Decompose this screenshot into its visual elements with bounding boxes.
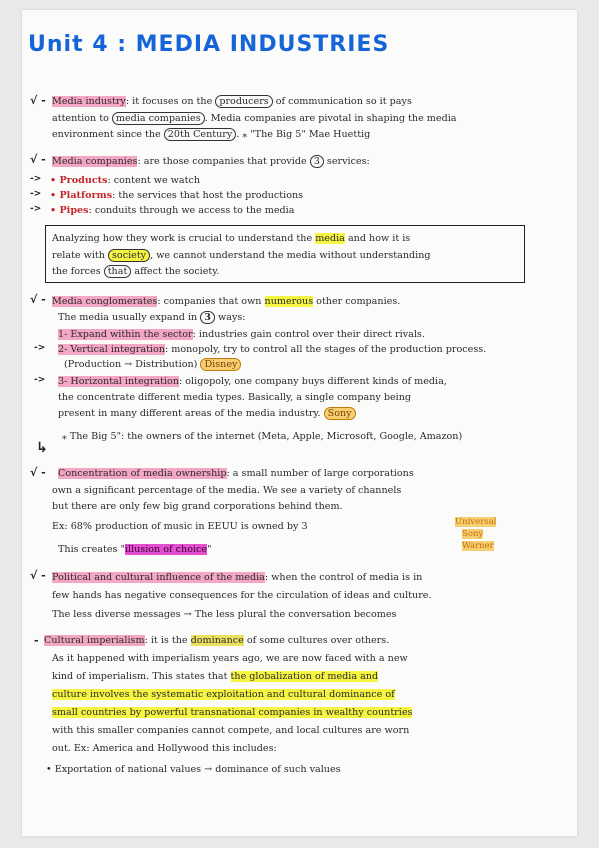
way-2-line: 2- Vertical integration: monopoly, try to control all the stages of the production process. bbox=[58, 344, 487, 355]
concentration-line-2: own a significant percentage of the media. We see a variety of channels bbox=[52, 485, 402, 496]
concentration-example-line: Ex: 68% production of music in EEUU is owned by 3 bbox=[52, 521, 308, 532]
arrow-way-3: -> bbox=[34, 375, 46, 385]
imperialism-line-1: Cultural imperialism: it is the dominance of some cultures over others. bbox=[44, 635, 390, 646]
term-media-conglomerates: Media conglomerates bbox=[52, 296, 158, 307]
page-title: Unit 4 : MEDIA INDUSTRIES bbox=[28, 32, 390, 57]
term-political-influence: Political and cultural influence of the media bbox=[52, 572, 265, 583]
pipes-line: • Pipes: conduits through we access to the media bbox=[50, 205, 295, 216]
imperialism-line-2: As it happened with imperialism years ago, we are now faced with a new bbox=[52, 653, 408, 664]
check-mark-2: √ - bbox=[30, 153, 46, 166]
media-industry-line-3: environment since the 20th Century . ⁎ "The Big 5" Mae Huettig bbox=[52, 129, 371, 140]
arrow-pipes: -> bbox=[30, 204, 42, 214]
media-industry-line-2: attention to media companies . Media companies are pivotal in shaping the media bbox=[52, 113, 457, 124]
check-mark-5: √ - bbox=[30, 569, 46, 582]
imperialism-line-6: with this smaller companies cannot compete, and local cultures are worn bbox=[52, 725, 410, 736]
term-media-companies: Media companies bbox=[52, 156, 138, 167]
term-cultural-imperialism: Cultural imperialism bbox=[44, 635, 145, 646]
imperialism-line-3: kind of imperialism. This states that the globalization of media and bbox=[52, 671, 379, 682]
conglomerates-line-2: The media usually expand in 3 ways: bbox=[58, 312, 246, 323]
imperialism-line-7: out. Ex: America and Hollywood this includes: bbox=[52, 743, 277, 754]
big-5-internet-line: ⁎ The Big 5": the owners of the internet (Meta, Apple, Microsoft, Google, Amazon) bbox=[62, 431, 463, 442]
imperialism-line-4: culture involves the systematic exploitation and cultural dominance of bbox=[52, 689, 395, 700]
way-1-line: 1- Expand within the sector: industries gain control over their direct rivals. bbox=[58, 329, 425, 340]
concentration-line-1: Concentration of media ownership: a small number of large corporations bbox=[58, 468, 414, 479]
label-sony: Sony bbox=[462, 529, 484, 539]
way-3-line-1: 3- Horizontal integration: oligopoly, one company buys different kinds of media, bbox=[58, 376, 447, 387]
label-universal: Universal bbox=[455, 517, 497, 527]
media-companies-line: Media companies: are those companies that provide 3 services: bbox=[52, 156, 370, 167]
term-concentration: Concentration of media ownership bbox=[58, 468, 227, 479]
conglomerates-line-1: Media conglomerates: companies that own numerous other companies. bbox=[52, 296, 401, 307]
dash-mark-6: - bbox=[34, 634, 39, 647]
concentration-line-3: but there are only few big grand corporations behind them. bbox=[52, 501, 343, 512]
label-warner: Warner bbox=[462, 541, 494, 551]
check-mark-3: √ - bbox=[30, 293, 46, 306]
political-line-2: few hands has negative consequences for the circulation of ideas and culture. bbox=[52, 590, 432, 601]
political-line-1: Political and cultural influence of the media: when the control of media is in bbox=[52, 572, 423, 583]
illusion-line: This creates "illusion of choice" bbox=[58, 544, 212, 555]
way-2-sub-line: (Production → Distribution) Disney bbox=[64, 358, 241, 371]
box-line-3: the forces that affect the society. bbox=[52, 266, 220, 277]
check-mark-4: √ - bbox=[30, 466, 46, 479]
check-mark-1: √ - bbox=[30, 94, 46, 107]
imperialism-line-8: • Exportation of national values → dominance of such values bbox=[46, 764, 341, 775]
hook-arrow: ↳ bbox=[36, 440, 48, 456]
platforms-line: • Platforms: the services that host the productions bbox=[50, 190, 304, 201]
way-3-line-3: present in many different areas of the media industry. Sony bbox=[58, 407, 356, 420]
media-industry-line-1: Media industry: it focuses on the producers of communication so it pays bbox=[52, 96, 412, 107]
arrow-way-2: -> bbox=[34, 343, 46, 353]
way-3-line-2: the concentrate different media types. Basically, a single company being bbox=[58, 392, 412, 403]
political-line-3: The less diverse messages → The less plural the conversation becomes bbox=[52, 609, 397, 620]
box-line-1: Analyzing how they work is crucial to understand the media and how it is bbox=[52, 233, 411, 244]
imperialism-line-5: small countries by powerful transnational companies in wealthy countries bbox=[52, 707, 413, 718]
term-media-industry: Media industry bbox=[52, 96, 126, 107]
products-line: • Products: content we watch bbox=[50, 175, 201, 186]
arrow-products: -> bbox=[30, 174, 42, 184]
arrow-platforms: -> bbox=[30, 189, 42, 199]
box-line-2: relate with society , we cannot understand the media without understanding bbox=[52, 250, 431, 261]
